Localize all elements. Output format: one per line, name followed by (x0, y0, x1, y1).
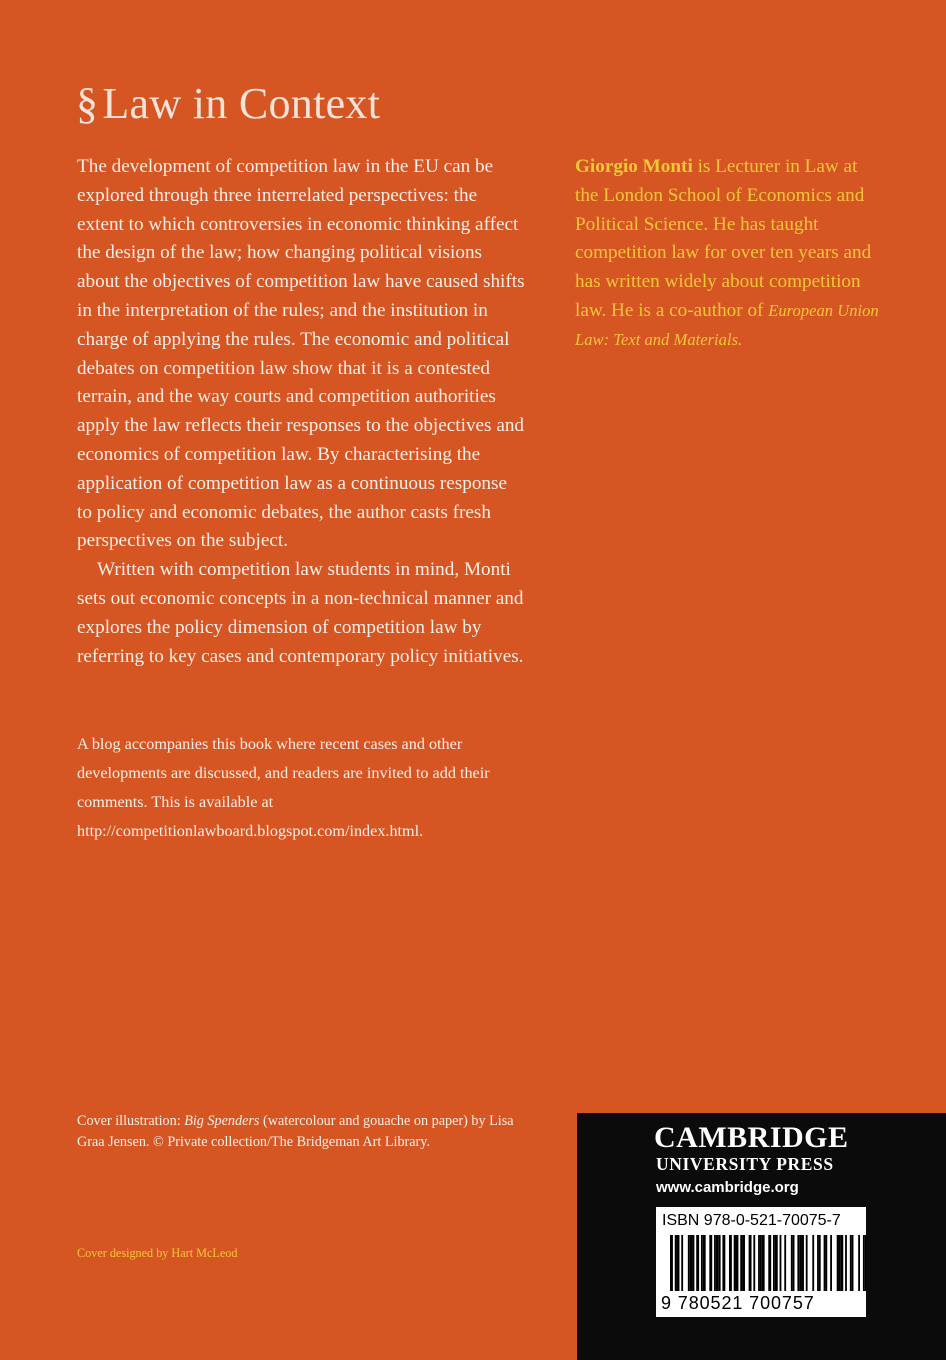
cover-designer-credit: Cover designed by Hart McLeod (77, 1246, 238, 1260)
barcode-bar (740, 1235, 742, 1291)
barcode-bar (858, 1235, 860, 1291)
barcode-bar (819, 1235, 821, 1291)
book-description (77, 153, 525, 671)
barcode-bar (799, 1235, 801, 1291)
barcode-bar (797, 1235, 799, 1291)
series-name: Law in Context (102, 79, 381, 128)
barcode-bar (758, 1235, 760, 1291)
barcode-bar (762, 1235, 765, 1291)
series-title (76, 78, 380, 130)
cover-credit-rest: (watercolour and gouache on paper) by Lisa Graa Jensen. © Private collection/The Bridgeman Art Library. (77, 1113, 514, 1150)
barcode-bar (736, 1235, 739, 1291)
author-bio (575, 153, 885, 355)
barcode-bar (760, 1235, 762, 1291)
barcode-bar (845, 1235, 847, 1291)
description-paragraph-2: Written with competition law students in mind, Monti sets out economic concepts in a non-technical manner and explores the policy dimension of competition law by referring to key cases and contemporary policy initiatives. (77, 559, 524, 667)
barcode-bar (865, 1235, 866, 1291)
blog-note (77, 730, 497, 846)
barcode-bar (825, 1235, 827, 1291)
barcode-bar (703, 1235, 706, 1291)
barcode-bar (696, 1235, 699, 1291)
author-book-title: European Union Law: Text and Materials. (575, 300, 879, 349)
blog-text: A blog accompanies this book where recent cases and other developments are discussed, and readers are invited to add their comments. This is available at http://competitionlawboard.blogspot.com/index.html. (77, 735, 490, 840)
barcode-bar (670, 1235, 673, 1291)
barcode-bar (722, 1235, 725, 1291)
barcode-bar (688, 1235, 690, 1291)
cover-credit-prefix: Cover illustration: (77, 1113, 185, 1129)
description-paragraph-1: The development of competition law in the EU can be explored through three interrelated perspectives: the extent to which controversies in economic thinking affect the design of the law; how changing political visions about the objectives of competition law have caused shifts in the interpretation of the rules; and the institution in charge of applying the rules. The economic and political debates on competition law show that it is a contested terrain, and the way courts and competition authorities apply the law reflects their responses to the objectives and economics of competition law. By characterising the application of competition law as a continuous response to policy and economic debates, the author casts fresh perspectives on the subject. (77, 156, 525, 552)
barcode-bar (801, 1235, 804, 1291)
barcode-bar (839, 1235, 841, 1291)
barcode-bar (850, 1235, 852, 1291)
barcode-bar (793, 1235, 795, 1291)
barcode-bar (742, 1235, 745, 1291)
barcode-bar (677, 1235, 680, 1291)
author-bio-text: is Lecturer in Law at the London School of Economics and Political Science. He has taught competition law for over ten years and has written widely about competition law. He is a co-author of (575, 156, 872, 321)
barcode-bar (690, 1235, 693, 1291)
isbn-label: ISBN 978-0-521-70075-7 (662, 1212, 841, 1229)
cover-art-title: Big Spenders (184, 1113, 260, 1129)
barcode-bar (729, 1235, 732, 1291)
publisher-name: CAMBRIDGE (654, 1121, 849, 1154)
publisher-url: www.cambridge.org (656, 1179, 799, 1196)
barcode-bar (773, 1235, 775, 1291)
barcode-bar (863, 1235, 865, 1291)
section-symbol: § (76, 79, 99, 128)
barcode-bar (824, 1235, 826, 1291)
barcode-bar (812, 1235, 814, 1291)
barcode-bar (681, 1235, 683, 1291)
barcode-bar (714, 1235, 716, 1291)
barcode-bar (675, 1235, 677, 1291)
barcode-digits: 9 780521 700757 (661, 1293, 815, 1313)
barcode-bar (837, 1235, 839, 1291)
barcode-bar (734, 1235, 736, 1291)
barcode-bar (768, 1235, 771, 1291)
barcode-bar (753, 1235, 755, 1291)
barcode-bar (701, 1235, 703, 1291)
publisher-subtitle: UNIVERSITY PRESS (656, 1154, 834, 1174)
barcode-bar (830, 1235, 832, 1291)
publisher-block (577, 1113, 946, 1360)
barcode-bar (852, 1235, 854, 1291)
barcode-bar (775, 1235, 778, 1291)
barcode-bar (817, 1235, 819, 1291)
barcode-bar (806, 1235, 808, 1291)
author-name: Giorgio Monti (575, 156, 693, 177)
barcode-bar (780, 1235, 782, 1291)
barcode-bar (719, 1235, 721, 1291)
barcode-bar (693, 1235, 695, 1291)
barcode-bar (749, 1235, 752, 1291)
barcode-bar (716, 1235, 719, 1291)
barcode-bar (840, 1235, 843, 1291)
barcode-bar (784, 1235, 786, 1291)
barcode (656, 1207, 866, 1317)
barcode-bar (791, 1235, 793, 1291)
cover-illustration-credit (77, 1111, 517, 1153)
barcode-bar (709, 1235, 712, 1291)
